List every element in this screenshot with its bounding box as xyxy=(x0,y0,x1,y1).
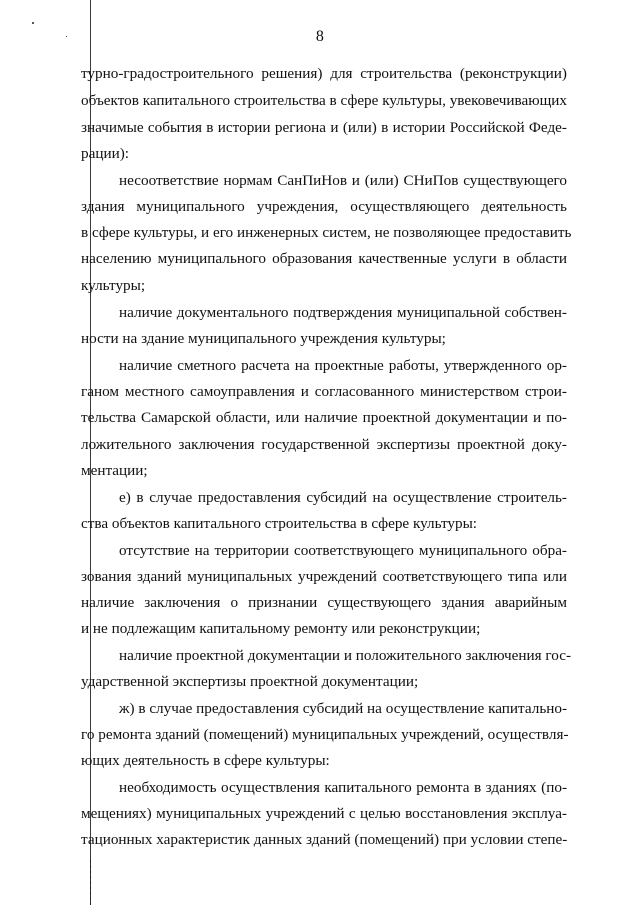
paragraph-line: зования зданий муниципальных учреждений соответствующего типа или xyxy=(81,568,567,585)
paragraph-line: наличие документального подтверждения муниципальной собствен- xyxy=(119,304,567,321)
paragraph-line: го ремонта зданий (помещений) муниципальных учреждений, осуществля- xyxy=(81,726,569,743)
paragraph-line: тационных характеристик данных зданий (помещений) при условии степе- xyxy=(81,831,568,848)
paragraph-line: ж) в случае предоставления субсидий на осуществление капитально- xyxy=(119,700,568,717)
paragraph-line: ментации; xyxy=(81,462,148,479)
paragraph-line: рации): xyxy=(81,145,129,162)
paragraph-line: ющих деятельность в сфере культуры: xyxy=(81,752,330,769)
page-number: 8 xyxy=(315,28,325,45)
paragraph-line: здания муниципального учреждения, осуществляющего деятельность xyxy=(81,198,567,215)
paragraph-line: и не подлежащим капитальному ремонту или реконструкции; xyxy=(81,620,481,637)
paragraph-line: объектов капитального строительства в сфере культуры, увековечивающих xyxy=(81,92,567,109)
paragraph-line: ложительного заключения государственной экспертизы проектной доку- xyxy=(81,436,567,453)
paragraph-line: наличие сметного расчета на проектные работы, утвержденного ор- xyxy=(119,357,567,374)
paragraph-line: культуры; xyxy=(81,277,146,294)
paragraph-line: наличие проектной документации и положительного заключения гос- xyxy=(119,647,572,664)
scan-margin-dash xyxy=(90,860,91,905)
paragraph-line: тельства Самарской области, или наличие проектной документации и по- xyxy=(81,409,567,426)
paragraph-line: ганом местного самоуправления и согласованного министерством строи- xyxy=(81,383,567,400)
paragraph-line: мещениях) муниципальных учреждений с целью восстановления эксплуа- xyxy=(81,805,567,822)
paragraph-line: в сфере культуры, и его инженерных систем, не позволяющее предоставить xyxy=(81,224,572,241)
paragraph-line: несоответствие нормам СанПиНов и (или) СНиПов существующего xyxy=(119,172,567,189)
paragraph-line: ности на здание муниципального учреждения культуры; xyxy=(81,330,446,347)
paragraph-line: ства объектов капитального строительства в сфере культуры: xyxy=(81,515,478,532)
paragraph-line: е) в случае предоставления субсидий на осуществление строитель- xyxy=(119,489,567,506)
paragraph-line: наличие заключения о признании существующего здания аварийным xyxy=(81,594,567,611)
paragraph-line: значимые события в истории региона и (или) в истории Российской Феде- xyxy=(81,119,567,136)
paragraph-line: турно-градостроительного решения) для строительства (реконструкции) xyxy=(81,65,567,82)
paragraph-line: населению муниципального образования качественные услуги в области xyxy=(81,250,567,267)
scan-speck xyxy=(32,22,34,24)
paragraph-line: необходимость осуществления капитального ремонта в зданиях (по- xyxy=(119,779,567,796)
paragraph-line: отсутствие на территории соответствующего муниципального обра- xyxy=(119,542,567,559)
paragraph-line: ударственной экспертизы проектной документации; xyxy=(81,673,419,690)
